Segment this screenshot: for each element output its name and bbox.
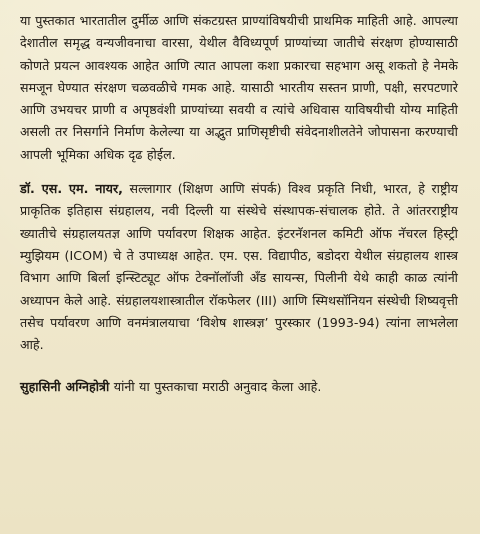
translator-credit — [20, 376, 458, 398]
author-bio-text: सल्लागार (शिक्षण आणि संपर्क) विश्व प्रकृति निधी, भारत, हे राष्ट्रीय प्राकृतिक इतिहास संग्रहालय, नवी दिल्ली या संस्थेचे संस्थापक-संचालक होते. ते आंतरराष्ट्रीय ख्यातीचे संग्रहालयतज्ञ आणि पर्यावरण शिक्षक आहेत. इंटरनॅशनल कमिटी ऑफ नॅचरल हिस्ट्री म्युझियम (ICOM) चे ते उपाध्यक्ष आहेत. एम. एस. विद्यापीठ, बडोदरा येथील संग्रहालय शास्त्र विभाग आणि बिर्ला इन्स्टिट्यूट ऑफ टेक्नॉलॉजी अँड सायन्स, पिलीनी येथे काही काळ त्यांनी अध्यापन केले आहे. संग्रहालयशास्त्रातील रॉकफेलर (III) आणि स्मिथसॉनियन संस्थेची शिष्यवृत्ती तसेच पर्यावरण आणि वनमंत्रालयाचा ‘विशेष शास्त्रज्ञ’ पुरस्कार (1993-94) त्यांना लाभलेला आहे. — [20, 181, 458, 353]
translator-credit-text: यांनी या पुस्तकाचा मराठी अनुवाद केला आहे. — [113, 379, 322, 395]
author-bio-paragraph — [20, 178, 458, 356]
translator-name: सुहासिनी अग्निहोत्री — [20, 379, 110, 395]
author-name: डॉ. एस. एम. नायर, — [20, 181, 124, 197]
intro-paragraph: या पुस्तकात भारतातील दुर्मीळ आणि संकटग्रस्त प्राण्यांविषयीची प्राथमिक माहिती आहे. आपल्या देशातील समृद्ध वन्यजीवनाचा वारसा, येथील वैविध्यपूर्ण प्राण्यांच्या जातीचे संरक्षण होण्यासाठी कोणते प्रयत्न आवश्यक आहेत आणि त्यात आपला कशा प्रकारचा सहभाग असू शकतो हे नेमके समजून घेण्यात संरक्षण चळवळीचे गमक आहे. यासाठी भारतीय सस्तन प्राणी, पक्षी, सरपटणारे आणि उभयचर प्राणी व अपृष्ठवंशी प्राण्यांच्या सवयी व त्यांचे अधिवास याविषयीची योग्य माहिती असली तर निसर्गाने निर्माण केलेल्या या अद्भुत प्राणिसृष्टीची संवेदनाशीलतेने जोपासना करण्याची आपली भूमिका अधिक दृढ होईल. — [20, 13, 458, 162]
